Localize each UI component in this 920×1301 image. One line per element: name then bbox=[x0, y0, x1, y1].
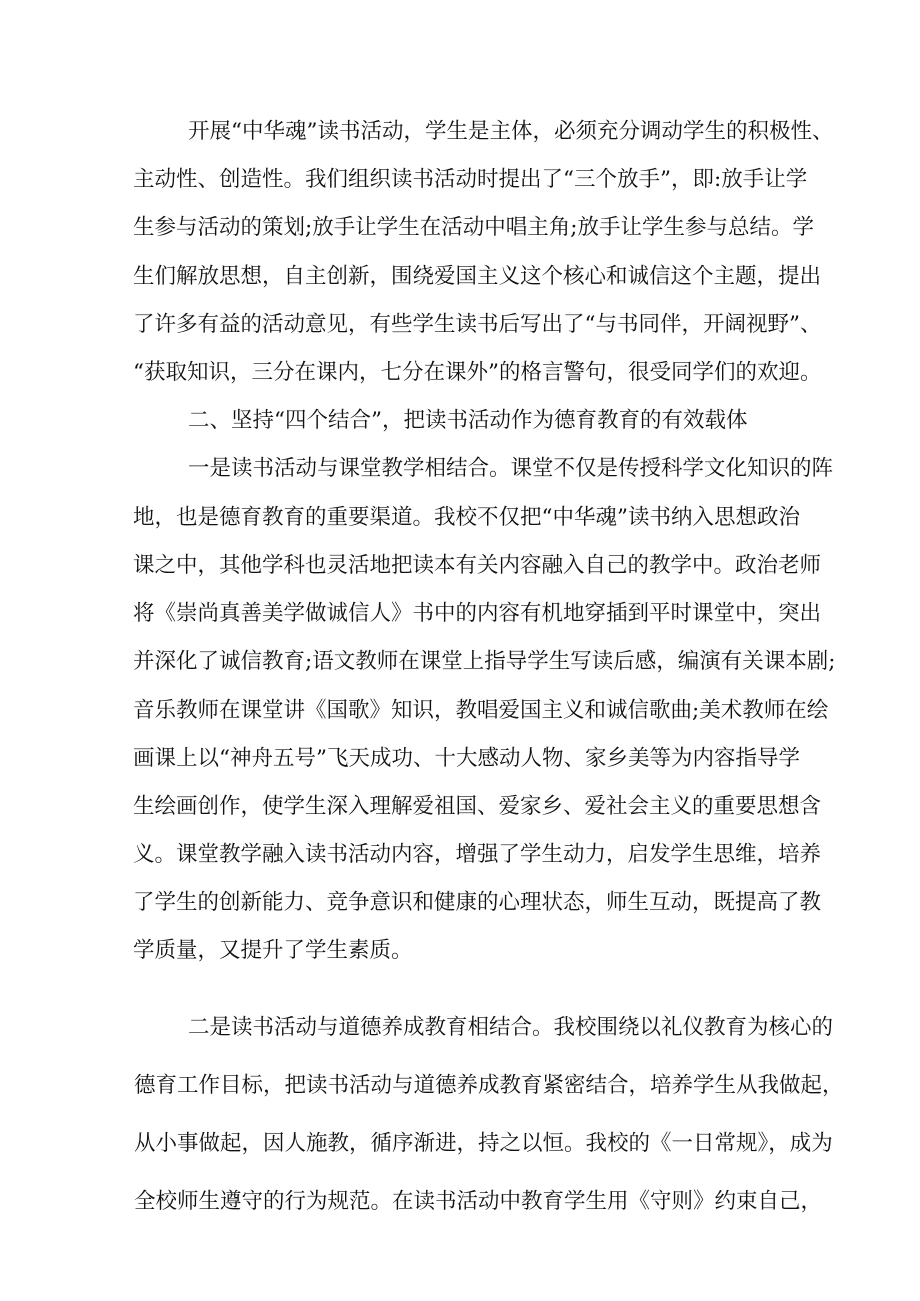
paragraph-line: 主动性、创造性。我们组织读书活动时提出了“三个放手”，即:放手让学 bbox=[133, 167, 808, 192]
paragraph-line: 开展“中华魂”读书活动，学生是主体，必须充分调动学生的积极性、 bbox=[188, 119, 834, 144]
paragraph-line: 音乐教师在课堂讲《国歌》知识，教唱爱国主义和诚信歌曲;美术教师在绘 bbox=[133, 698, 829, 723]
paragraph-line: 生们解放思想，自主创新，围绕爱国主义这个核心和诚信这个主题，提出 bbox=[133, 264, 822, 289]
paragraph-line: 学质量，又提升了学生素质。 bbox=[133, 938, 413, 963]
paragraph-line: 画课上以“神舟五号”飞天成功、十大感动人物、家乡美等为内容指导学 bbox=[133, 746, 800, 771]
paragraph-line: 生参与活动的策划;放手让学生在活动中唱主角;放手让学生参与总结。学 bbox=[133, 215, 814, 240]
paragraph-line: 了学生的创新能力、竞争意识和健康的心理状态，师生互动，既提高了教 bbox=[133, 890, 822, 915]
paragraph-line: 义。课堂教学融入读书活动内容，增强了学生动力，启发学生思维，培养 bbox=[133, 842, 822, 867]
paragraph-line: 生绘画创作，使学生深入理解爱祖国、爱家乡、爱社会主义的重要思想含 bbox=[133, 794, 822, 819]
paragraph-line: 德育工作目标，把读书活动与道德养成教育紧密结合，培养学生从我做起， bbox=[134, 1073, 844, 1098]
paragraph-line: 全校师生遵守的行为规范。在读书活动中教育学生用《守则》约束自己， bbox=[134, 1189, 823, 1214]
paragraph-line: 将《崇尚真善美学做诚信人》书中的内容有机地穿插到平时课堂中，突出 bbox=[133, 601, 822, 626]
paragraph-line: 地，也是德育教育的重要渠道。我校不仅把“中华魂”读书纳入思想政治 bbox=[133, 505, 800, 530]
paragraph-line: 二是读书活动与道德养成教育相结合。我校围绕以礼仪教育为核心的 bbox=[188, 1015, 834, 1040]
paragraph-line: 并深化了诚信教育;语文教师在课堂上指导学生写读后感，编演有关课本剧; bbox=[133, 649, 836, 674]
paragraph-line: 了许多有益的活动意见，有些学生读书后写出了“与书同伴，开阔视野”、 bbox=[133, 312, 822, 337]
paragraph-line: 一是读书活动与课堂教学相结合。课堂不仅是传授科学文化知识的阵 bbox=[188, 456, 834, 481]
paragraph-line: 从小事做起，因人施教，循序渐进，持之以恒。我校的《一日常规》，成为 bbox=[134, 1131, 833, 1156]
paragraph-line: “获取知识，三分在课内，七分在课外”的格言警句，很受同学们的欢迎。 bbox=[133, 360, 822, 385]
paragraph-line: 课之中，其他学科也灵活地把读本有关内容融入自己的教学中。政治老师 bbox=[133, 553, 822, 578]
section-heading: 二、坚持“四个结合”，把读书活动作为德育教育的有效载体 bbox=[188, 408, 748, 433]
